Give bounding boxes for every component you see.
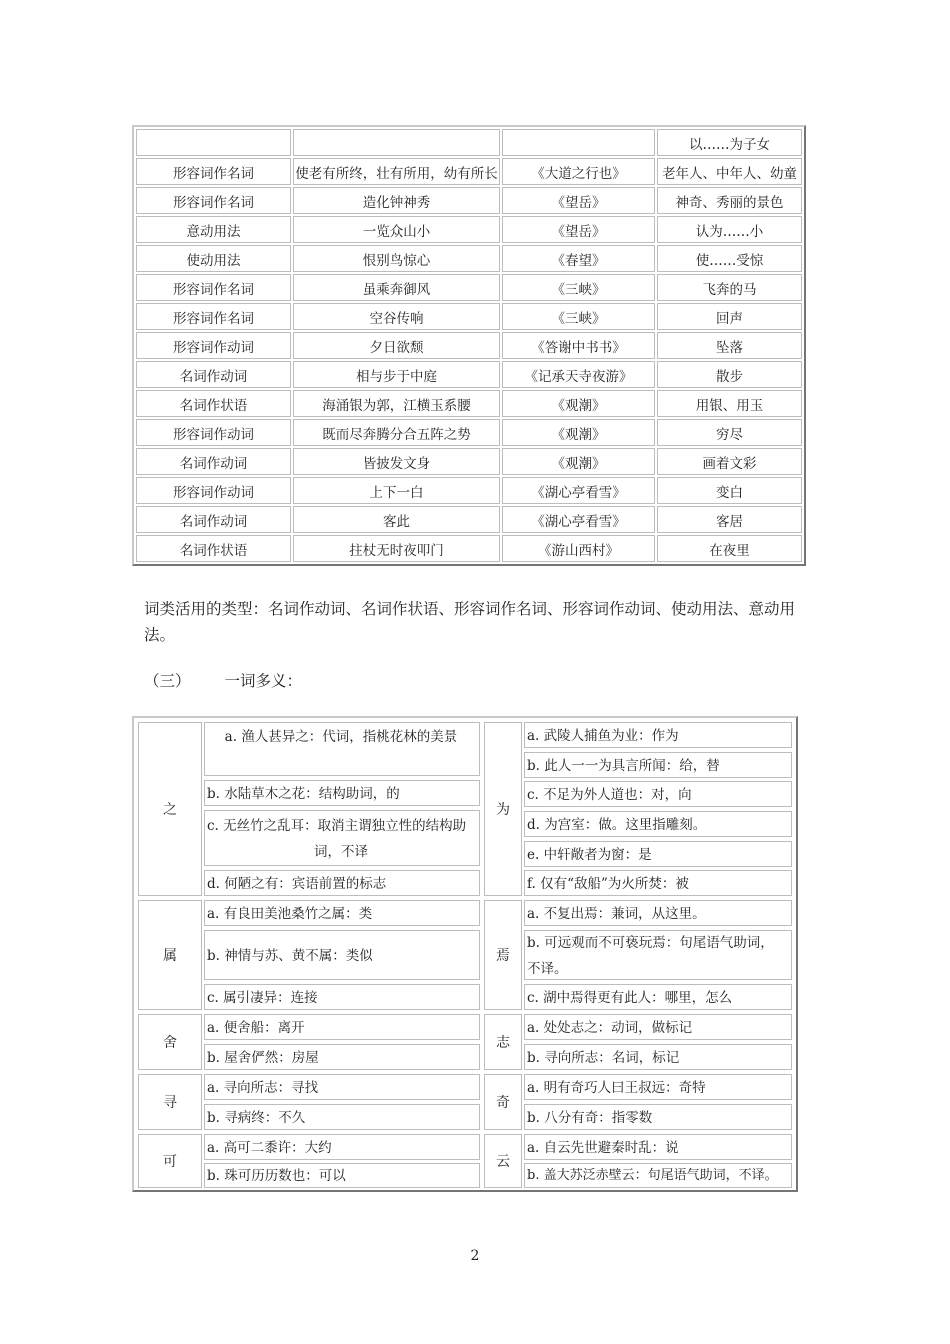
table-cell: 相与步于中庭 (293, 361, 500, 388)
table-cell: 《望岳》 (502, 216, 655, 243)
table-row (136, 419, 802, 446)
word-cell-yan: 焉 (484, 900, 522, 1010)
table-cell: 形容词作动词 (136, 477, 291, 504)
table-cell: 拄杖无时夜叩门 (293, 535, 500, 562)
entry-wei-b: b. 此人一一为具言所闻：给，替 (524, 752, 792, 778)
table-cell: 用银、用玉 (657, 390, 802, 417)
table-cell: 名词作动词 (136, 361, 291, 388)
table-cell: 《望岳》 (502, 187, 655, 214)
table-row (136, 303, 802, 330)
word-usage-table (132, 125, 806, 566)
word-cell-qi: 奇 (484, 1074, 522, 1130)
table-row (136, 187, 802, 214)
entry-qi-b: b. 八分有奇：指零数 (524, 1104, 792, 1130)
entry-zhi-a: a. 渔人甚异之：代词，指桃花林的美景 (204, 722, 480, 776)
entry-xun-a: a. 寻向所志：寻找 (204, 1074, 480, 1100)
entry-xun-b: b. 寻病终：不久 (204, 1104, 480, 1130)
table-cell: 形容词作名词 (136, 158, 291, 185)
entry-shu-c: c. 属引凄异：连接 (204, 984, 480, 1010)
table-cell (502, 129, 655, 156)
table-cell: 名词作动词 (136, 506, 291, 533)
table-cell: 《观潮》 (502, 419, 655, 446)
table-cell: 《湖心亭看雪》 (502, 477, 655, 504)
entry-she-b: b. 屋舍俨然：房屋 (204, 1044, 480, 1070)
entry-zhi-c-line2: 词，不译 (314, 844, 368, 860)
entry-yun-a: a. 自云先世避秦时乱：说 (524, 1134, 792, 1160)
table-cell: 《大道之行也》 (502, 158, 655, 185)
table-cell: 空谷传响 (293, 303, 500, 330)
table-cell: 形容词作名词 (136, 303, 291, 330)
table-cell: 形容词作动词 (136, 332, 291, 359)
entry-yan-a: a. 不复出焉：兼词，从这里。 (524, 900, 792, 926)
word-usage-table-body (136, 129, 802, 562)
table-row (136, 535, 802, 562)
table-cell: 坠落 (657, 332, 802, 359)
table-row (136, 245, 802, 272)
polysemy-table (132, 716, 798, 1192)
entry-wei-e: e. 中轩敞者为窗：是 (524, 841, 792, 867)
entry-wei-f: f. 仅有“敌船”为火所焚：被 (524, 870, 792, 896)
summary-paragraph: 词类活用的类型：名词作动词、名词作状语、形容词作名词、形容词作动词、使动用法、意动用法。 (144, 600, 796, 644)
entry-ke-a: a. 高可二黍许：大约 (204, 1134, 480, 1160)
table-cell: 意动用法 (136, 216, 291, 243)
word-cell-ke: 可 (138, 1134, 202, 1188)
table-cell: 变白 (657, 477, 802, 504)
table-cell: 以……为子女 (657, 129, 802, 156)
table-cell: 《湖心亭看雪》 (502, 506, 655, 533)
table-row (136, 506, 802, 533)
table-cell (136, 129, 291, 156)
entry-zhi2-b: b. 寻向所志：名词，标记 (524, 1044, 792, 1070)
entry-yun-b: b. 盖大苏泛赤壁云：句尾语气助词，不译。 (524, 1163, 792, 1188)
table-cell: 名词作状语 (136, 390, 291, 417)
page-number: 2 (470, 1248, 480, 1264)
table-cell: 恨别鸟惊心 (293, 245, 500, 272)
table-cell: 使动用法 (136, 245, 291, 272)
table-cell: 《观潮》 (502, 448, 655, 475)
table-cell: 散步 (657, 361, 802, 388)
entry-zhi-b: b. 水陆草木之花：结构助词，的 (204, 780, 480, 806)
table-cell: 虽乘奔御风 (293, 274, 500, 301)
table-row (136, 448, 802, 475)
entry-shu-a: a. 有良田美池桑竹之属：类 (204, 900, 480, 926)
table-cell: 形容词作动词 (136, 419, 291, 446)
table-row (136, 274, 802, 301)
table-cell: 飞奔的马 (657, 274, 802, 301)
table-cell: 使……受惊 (657, 245, 802, 272)
entry-zhi-d: d. 何陋之有：宾语前置的标志 (204, 870, 480, 896)
table-cell: 使老有所终，壮有所用，幼有所长 (293, 158, 500, 185)
table-row (136, 158, 802, 185)
table-cell: 认为……小 (657, 216, 802, 243)
table-cell: 在夜里 (657, 535, 802, 562)
entry-ke-b: b. 珠可历历数也：可以 (204, 1163, 480, 1188)
table-cell: 老年人、中年人、幼童 (657, 158, 802, 185)
table-row (136, 390, 802, 417)
entry-zhi2-a: a. 处处志之：动词，做标记 (524, 1014, 792, 1040)
table-cell: 名词作动词 (136, 448, 291, 475)
table-row (136, 216, 802, 243)
table-cell: 既而尽奔腾分合五阵之势 (293, 419, 500, 446)
table-cell (293, 129, 500, 156)
table-cell: 《春望》 (502, 245, 655, 272)
table-cell: 一览众山小 (293, 216, 500, 243)
entry-zhi-c (204, 810, 480, 866)
table-cell: 神奇、秀丽的景色 (657, 187, 802, 214)
table-cell: 《游山西村》 (502, 535, 655, 562)
word-cell-wei: 为 (484, 722, 522, 896)
section-number: （三） (144, 672, 191, 690)
entry-wei-c: c. 不足为外人道也：对，向 (524, 781, 792, 807)
table-cell: 名词作状语 (136, 535, 291, 562)
table-cell: 皆披发文身 (293, 448, 500, 475)
section-title: 一词多义： (224, 672, 303, 690)
table-cell: 客此 (293, 506, 500, 533)
entry-wei-a: a. 武陵人捕鱼为业：作为 (524, 722, 792, 748)
table-cell: 《观潮》 (502, 390, 655, 417)
table-cell: 造化钟神秀 (293, 187, 500, 214)
word-cell-xun: 寻 (138, 1074, 202, 1130)
word-cell-zhi: 之 (138, 722, 202, 896)
table-cell: 形容词作名词 (136, 274, 291, 301)
entry-yan-c: c. 湖中焉得更有此人：哪里，怎么 (524, 984, 792, 1010)
word-cell-yun: 云 (484, 1134, 522, 1188)
table-cell: 《记承天寺夜游》 (502, 361, 655, 388)
entry-she-a: a. 便舍船：离开 (204, 1014, 480, 1040)
table-cell: 《三峡》 (502, 303, 655, 330)
entry-zhi-c-line1: c. 无丝竹之乱耳：取消主谓独立性的结构助 (207, 818, 467, 834)
word-cell-zhi2: 志 (484, 1014, 522, 1070)
table-cell: 夕日欲颓 (293, 332, 500, 359)
table-row (136, 332, 802, 359)
section-heading (144, 668, 302, 694)
word-cell-she: 舍 (138, 1014, 202, 1070)
table-cell: 回声 (657, 303, 802, 330)
entry-yan-b: b. 可远观而不可亵玩焉：句尾语气助词，不译。 (524, 930, 792, 980)
table-cell: 穷尽 (657, 419, 802, 446)
table-row (136, 477, 802, 504)
entry-wei-d: d. 为宫室：做。这里指雕刻。 (524, 811, 792, 837)
table-cell: 上下一白 (293, 477, 500, 504)
table-cell: 《答谢中书书》 (502, 332, 655, 359)
entry-shu-b: b. 神情与苏、黄不属：类似 (204, 930, 480, 980)
table-cell: 客居 (657, 506, 802, 533)
entry-qi-a: a. 明有奇巧人曰王叔远：奇特 (524, 1074, 792, 1100)
word-cell-shu: 属 (138, 900, 202, 1010)
table-cell: 海涌银为郭，江横玉系腰 (293, 390, 500, 417)
table-row (136, 129, 802, 156)
table-cell: 画着文彩 (657, 448, 802, 475)
table-cell: 形容词作名词 (136, 187, 291, 214)
table-cell: 《三峡》 (502, 274, 655, 301)
table-row (136, 361, 802, 388)
